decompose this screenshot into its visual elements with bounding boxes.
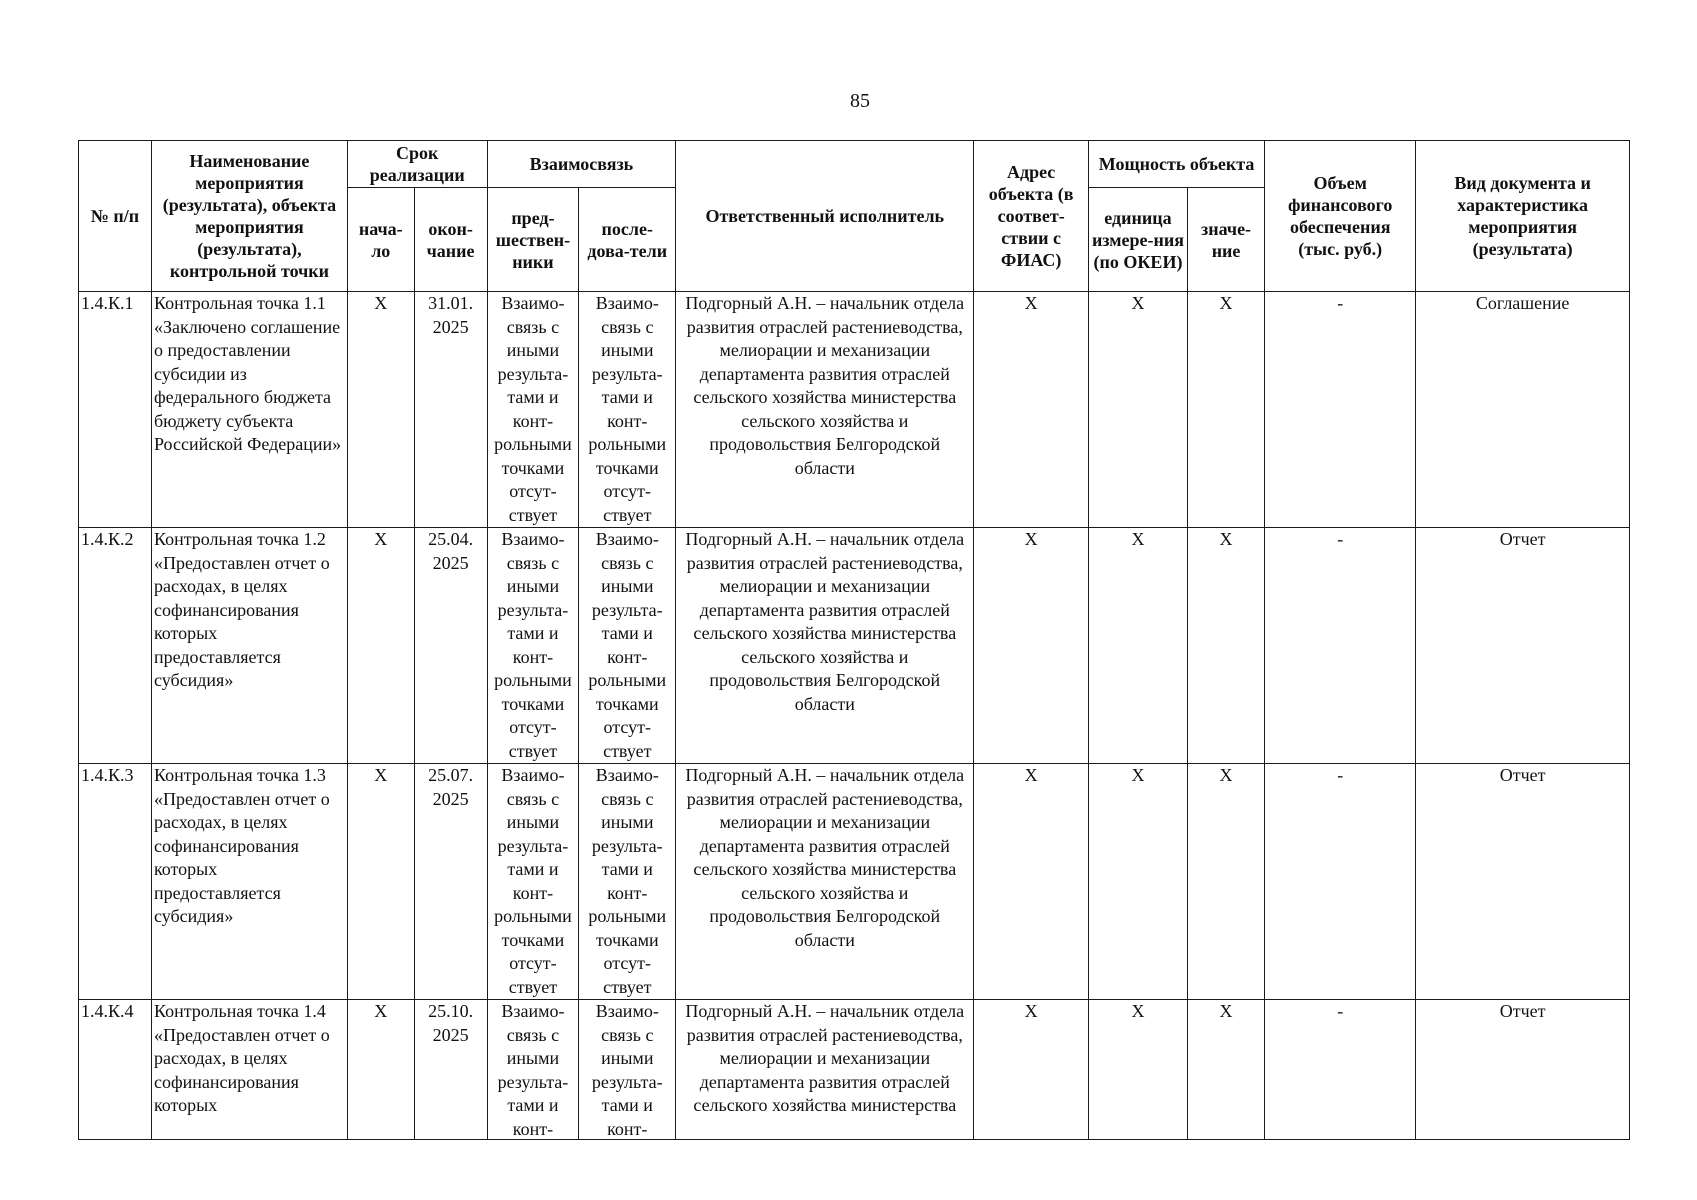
row-next-text: Взаимо-связь с иными результа-тами и конт- (591, 1001, 663, 1138)
row-doc (1416, 1000, 1630, 1140)
row-num-text: 1.4.К.4 (81, 1001, 134, 1021)
row-address (974, 1000, 1089, 1140)
row-start-text: X (374, 1001, 388, 1021)
table-row (79, 292, 1630, 528)
table-row (79, 1000, 1630, 1140)
row-address: X (974, 528, 1089, 764)
header-num: № п/п (79, 141, 152, 292)
page-number: 85 (850, 90, 870, 112)
row-num: 1.4.К.2 (79, 528, 152, 764)
row-funding: - (1265, 528, 1416, 764)
row-name: Контрольная точка 1.1 «Заключено соглашение о предоставлении субсидии из федерального бюджета бюджету субъекта Российской Федерации» (151, 292, 347, 528)
row-prev: Взаимо-связь с иными результа-тами и конт-рольными точками отсут-ствует (487, 764, 579, 1000)
row-name: Контрольная точка 1.3 «Предоставлен отчет о расходах, в целях софинансирования которых предоставляется субсидия» (151, 764, 347, 1000)
row-doc: Отчет (1416, 764, 1630, 1000)
row-name (151, 1000, 347, 1140)
row-executor: Подгорный А.Н. – начальник отдела развития отраслей растениеводства, мелиорации и механизации департамента развития отраслей сельского хозяйства министерства сельского хозяйства и продовольствия Белгородской области (676, 528, 974, 764)
table-row (79, 764, 1630, 1000)
header-name: Наименование мероприятия (результата), объекта мероприятия (результата), контрольной точки (151, 141, 347, 292)
row-num (79, 1000, 152, 1140)
row-value (1187, 1000, 1264, 1140)
row-address: X (974, 292, 1089, 528)
row-unit: X (1088, 292, 1187, 528)
row-funding-text: - (1337, 1001, 1344, 1021)
header-funding: Объем финансового обеспечения (тыс. руб.) (1265, 141, 1416, 292)
row-value-text: X (1219, 1001, 1233, 1021)
row-address: X (974, 764, 1089, 1000)
header-term-start: нача-ло (347, 188, 414, 292)
row-prev (487, 1000, 579, 1140)
activity-table (78, 140, 1630, 1140)
header-relation: Взаимосвязь (487, 141, 676, 188)
header-term-end: окон-чание (414, 188, 487, 292)
header-relation-next: после-дова-тели (579, 188, 676, 292)
header-capacity: Мощность объекта (1088, 141, 1264, 188)
header-relation-prev: пред-шествен-ники (487, 188, 579, 292)
row-start: X (347, 764, 414, 1000)
row-unit: X (1088, 764, 1187, 1000)
row-value: X (1187, 292, 1264, 528)
row-next (579, 1000, 676, 1140)
row-next: Взаимо-связь с иными результа-тами и конт-рольными точками отсут-ствует (579, 764, 676, 1000)
row-end (414, 1000, 487, 1140)
row-executor-text: Подгорный А.Н. – начальник отдела развития отраслей растениеводства, мелиорации и механизации департамента развития отраслей сельского хозяйства министерства (685, 1001, 965, 1115)
header-address: Адрес объекта (в соответ-ствии с ФИАС) (974, 141, 1089, 292)
row-funding: - (1265, 764, 1416, 1000)
header-capacity-value: значе-ние (1187, 188, 1264, 292)
row-name-text: Контрольная точка 1.4 «Предоставлен отчет о расходах, в целях софинансирования которых (153, 1001, 330, 1115)
row-start (347, 1000, 414, 1140)
row-num: 1.4.К.1 (79, 292, 152, 528)
row-start: X (347, 528, 414, 764)
row-executor (676, 1000, 974, 1140)
row-end-text: 25.10. 2025 (428, 1001, 474, 1045)
row-unit (1088, 1000, 1187, 1140)
header-capacity-unit: единица измере-ния (по ОКЕИ) (1088, 188, 1187, 292)
row-next: Взаимо-связь с иными результа-тами и конт-рольными точками отсут-ствует (579, 292, 676, 528)
header-doc-type: Вид документа и характеристика мероприятия (результата) (1416, 141, 1630, 292)
row-doc: Отчет (1416, 528, 1630, 764)
row-funding: - (1265, 292, 1416, 528)
table-header (79, 141, 1630, 292)
row-next: Взаимо-связь с иными результа-тами и конт-рольными точками отсут-ствует (579, 528, 676, 764)
row-executor: Подгорный А.Н. – начальник отдела развития отраслей растениеводства, мелиорации и механизации департамента развития отраслей сельского хозяйства министерства сельского хозяйства и продовольствия Белгородской области (676, 764, 974, 1000)
table-row (79, 528, 1630, 764)
row-prev: Взаимо-связь с иными результа-тами и конт-рольными точками отсут-ствует (487, 292, 579, 528)
row-doc: Соглашение (1416, 292, 1630, 528)
row-value: X (1187, 764, 1264, 1000)
row-end: 25.07. 2025 (414, 764, 487, 1000)
header-term: Срок реализации (347, 141, 487, 188)
row-prev-text: Взаимо-связь с иными результа-тами и конт- (497, 1001, 569, 1138)
row-address-text: X (1024, 1001, 1038, 1021)
row-start: X (347, 292, 414, 528)
row-funding (1265, 1000, 1416, 1140)
row-prev: Взаимо-связь с иными результа-тами и конт-рольными точками отсут-ствует (487, 528, 579, 764)
row-unit-text: X (1131, 1001, 1145, 1021)
row-name: Контрольная точка 1.2 «Предоставлен отчет о расходах, в целях софинансирования которых предоставляется субсидия» (151, 528, 347, 764)
row-num: 1.4.К.3 (79, 764, 152, 1000)
row-unit: X (1088, 528, 1187, 764)
header-executor: Ответственный исполнитель (676, 141, 974, 292)
row-end: 31.01. 2025 (414, 292, 487, 528)
row-doc-text: Отчет (1499, 1001, 1546, 1021)
row-value: X (1187, 528, 1264, 764)
row-end: 25.04. 2025 (414, 528, 487, 764)
row-executor: Подгорный А.Н. – начальник отдела развития отраслей растениеводства, мелиорации и механизации департамента развития отраслей сельского хозяйства министерства сельского хозяйства и продовольствия Белгородской области (676, 292, 974, 528)
